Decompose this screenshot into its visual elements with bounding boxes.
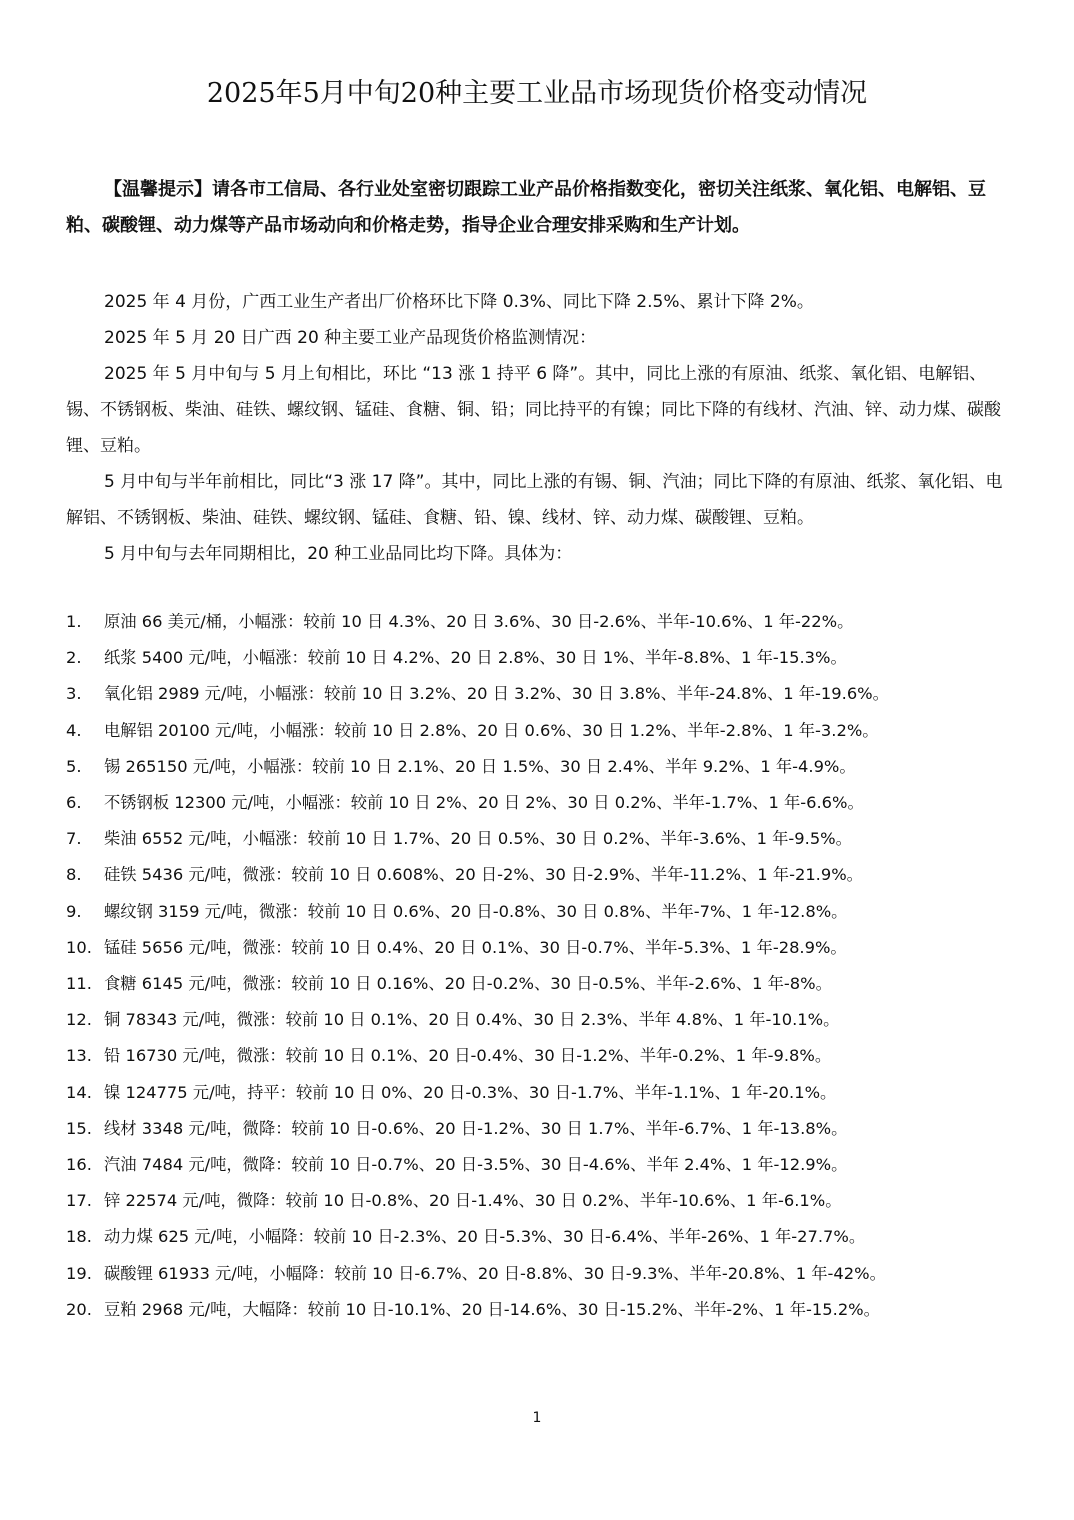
list-item — [66, 1147, 1026, 1183]
list-item — [66, 713, 1026, 749]
item-text: 碳酸锂 61933 元/吨，小幅降：较前 10 日-6.7%、20 日-8.8%、30 日-9.3%、半年-20.8%、1 年-42%。 — [104, 1263, 886, 1283]
item-text: 不锈钢板 12300 元/吨，小幅涨：较前 10 日 2%、20 日 2%、30 日 0.2%、半年-1.7%、1 年-6.6%。 — [104, 793, 864, 813]
item-number: 12. — [66, 1010, 92, 1030]
list-item — [66, 1038, 1026, 1074]
item-number: 18. — [66, 1227, 92, 1247]
item-number: 6. — [66, 793, 82, 813]
item-number: 9. — [66, 901, 82, 921]
item-text: 动力煤 625 元/吨，小幅降：较前 10 日-2.3%、20 日-5.3%、30 日-6.4%、半年-26%、1 年-27.7%。 — [104, 1227, 866, 1247]
item-text: 锡 265150 元/吨，小幅涨：较前 10 日 2.1%、20 日 1.5%、30 日 2.4%、半年 9.2%、1 年-4.9%。 — [104, 756, 856, 776]
page-title: 2025年5月中旬20种主要工业品市场现货价格变动情况 — [206, 78, 868, 109]
notice-paragraph: 【温馨提示】请各市工信局、各行业处室密切跟踪工业产品价格指数变化，密切关注纸浆、氧化铝、电解铝、豆粕、碳酸锂、动力煤等产品市场动向和价格走势，指导企业合理安排采购和生产计划。 — [66, 179, 986, 236]
item-text: 汽油 7484 元/吨，微降：较前 10 日-0.7%、20 日-3.5%、30 日-4.6%、半年 2.4%、1 年-12.9%。 — [104, 1155, 848, 1175]
item-text: 原油 66 美元/桶，小幅涨：较前 10 日 4.3%、20 日 3.6%、30 日-2.6%、半年-10.6%、1 年-22%。 — [104, 612, 854, 631]
item-text: 锰硅 5656 元/吨，微涨：较前 10 日 0.4%、20 日 0.1%、30 日-0.7%、半年-5.3%、1 年-28.9%。 — [104, 937, 847, 957]
item-text: 豆粕 2968 元/吨，大幅降：较前 10 日-10.1%、20 日-14.6%、30 日-15.2%、半年-2%、1 年-15.2%。 — [104, 1299, 880, 1319]
list-item — [66, 640, 1026, 676]
item-number: 2. — [66, 648, 82, 668]
list-item — [66, 821, 1026, 857]
list-item — [66, 749, 1026, 785]
list-item — [66, 1256, 1026, 1292]
item-text: 铅 16730 元/吨，微涨：较前 10 日 0.1%、20 日-0.4%、30 日-1.2%、半年-0.2%、1 年-9.8%。 — [104, 1046, 832, 1066]
item-number: 16. — [66, 1155, 92, 1175]
paragraph: 2025 年 5 月 20 日广西 20 种主要工业产品现货价格监测情况： — [104, 328, 597, 348]
item-number: 3. — [66, 684, 82, 704]
item-number: 4. — [66, 720, 82, 740]
item-text: 硅铁 5436 元/吨，微涨：较前 10 日 0.608%、20 日-2%、30 日-2.9%、半年-11.2%、1 年-21.9%。 — [104, 865, 863, 885]
item-number: 15. — [66, 1118, 92, 1138]
item-text: 电解铝 20100 元/吨，小幅涨：较前 10 日 2.8%、20 日 0.6%、30 日 1.2%、半年-2.8%、1 年-3.2%。 — [104, 720, 879, 740]
item-text: 锌 22574 元/吨，微降：较前 10 日-0.8%、20 日-1.4%、30 日 0.2%、半年-10.6%、1 年-6.1%。 — [104, 1191, 842, 1211]
list-item — [66, 785, 1026, 821]
item-number: 13. — [66, 1046, 92, 1066]
list-item — [66, 894, 1026, 930]
list-item — [66, 1219, 1026, 1255]
list-item — [66, 930, 1026, 966]
paragraph: 5 月中旬与去年同期相比，20 种工业品同比均下降。具体为： — [104, 544, 573, 564]
item-number: 5. — [66, 756, 82, 776]
list-item — [66, 1075, 1026, 1111]
paragraph: 5 月中旬与半年前相比，同比“3 涨 17 降”。其中，同比上涨的有锡、铜、汽油；同比下降的有原油、纸浆、氧化铝、电解铝、不锈钢板、柴油、硅铁、螺纹钢、锰硅、食糖、铅、镍、线材、锌、动力煤、碳酸锂、豆粕。 — [66, 472, 1003, 528]
item-number: 17. — [66, 1191, 92, 1211]
item-number: 8. — [66, 865, 82, 885]
item-text: 食糖 6145 元/吨，微涨：较前 10 日 0.16%、20 日-0.2%、30 日-0.5%、半年-2.6%、1 年-8%。 — [104, 974, 832, 994]
item-text: 纸浆 5400 元/吨，小幅涨：较前 10 日 4.2%、20 日 2.8%、30 日 1%、半年-8.8%、1 年-15.3%。 — [104, 648, 847, 668]
price-list — [66, 604, 1026, 1328]
list-item — [66, 604, 1026, 640]
list-item — [66, 857, 1026, 893]
list-item — [66, 1002, 1026, 1038]
item-number: 1. — [66, 612, 82, 631]
list-item — [66, 676, 1026, 712]
page-number: 1 — [532, 1410, 542, 1426]
item-number: 20. — [66, 1299, 92, 1319]
list-item — [66, 966, 1026, 1002]
list-item — [66, 1111, 1026, 1147]
item-text: 铜 78343 元/吨，微涨：较前 10 日 0.1%、20 日 0.4%、30 日 2.3%、半年 4.8%、1 年-10.1%。 — [104, 1010, 840, 1030]
body-text — [66, 284, 1016, 572]
paragraph: 2025 年 5 月中旬与 5 月上旬相比，环比 “13 涨 1 持平 6 降”。其中，同比上涨的有原油、纸浆、氧化铝、电解铝、锡、不锈钢板、柴油、硅铁、螺纹钢、锰硅、食糖、铜、铅；同比持平的有镍；同比下降的有线材、汽油、锌、动力煤、碳酸锂、豆粕。 — [66, 364, 1001, 456]
item-number: 14. — [66, 1082, 92, 1102]
item-number: 7. — [66, 829, 82, 849]
paragraph: 2025 年 4 月份，广西工业生产者出厂价格环比下降 0.3%、同比下降 2.5%、累计下降 2%。 — [104, 292, 814, 312]
item-text: 螺纹钢 3159 元/吨，微涨：较前 10 日 0.6%、20 日-0.8%、30 日 0.8%、半年-7%、1 年-12.8%。 — [104, 901, 848, 921]
item-text: 柴油 6552 元/吨，小幅涨：较前 10 日 1.7%、20 日 0.5%、30 日 0.2%、半年-3.6%、1 年-9.5%。 — [104, 829, 852, 849]
item-text: 线材 3348 元/吨，微降：较前 10 日-0.6%、20 日-1.2%、30 日 1.7%、半年-6.7%、1 年-13.8%。 — [104, 1118, 848, 1138]
item-number: 11. — [66, 974, 92, 994]
item-number: 10. — [66, 937, 92, 957]
list-item — [66, 1183, 1026, 1219]
item-number: 19. — [66, 1263, 92, 1283]
list-item — [66, 1292, 1026, 1328]
item-text: 氧化铝 2989 元/吨，小幅涨：较前 10 日 3.2%、20 日 3.2%、30 日 3.8%、半年-24.8%、1 年-19.6%。 — [104, 684, 889, 704]
item-text: 镍 124775 元/吨，持平：较前 10 日 0%、20 日-0.3%、30 日-1.7%、半年-1.1%、1 年-20.1%。 — [104, 1082, 837, 1102]
